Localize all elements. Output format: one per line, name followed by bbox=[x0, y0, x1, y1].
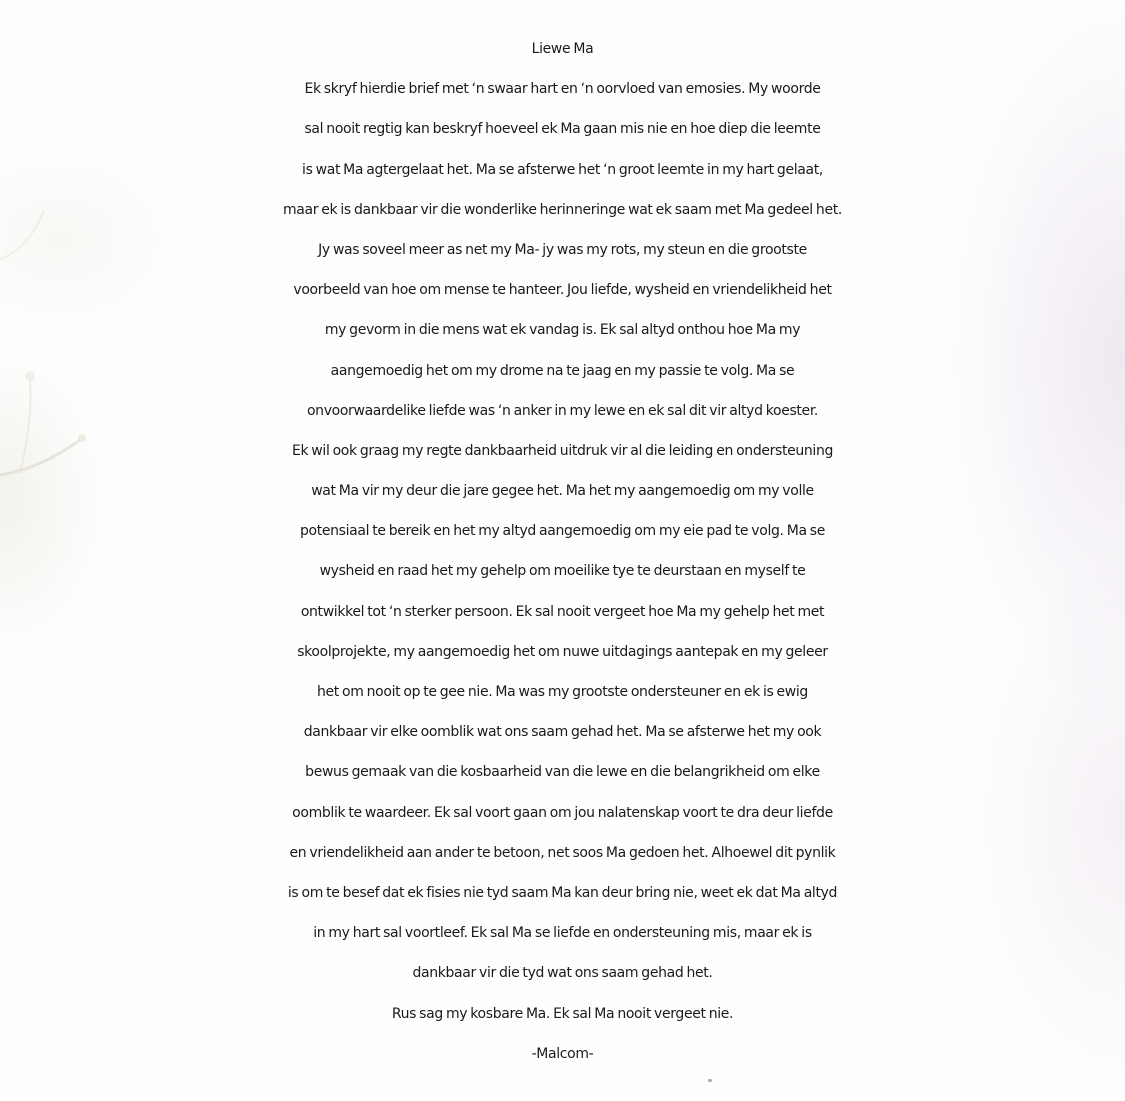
signature: -Malcom- bbox=[531, 1045, 594, 1062]
letter-body-line: Ek wil ook graag my regte dankbaarheid uitdruk vir al die leiding en ondersteuning bbox=[291, 442, 834, 459]
letter-body-line: en vriendelikheid aan ander te betoon, net soos Ma gedoen het. Alhoewel dit pynlik bbox=[289, 844, 836, 861]
letter-body-line: onvoorwaardelike liefde was ‘n anker in my lewe en ek sal dit vir altyd koester. bbox=[306, 402, 819, 419]
letter-body-line: voorbeeld van hoe om mense te hanteer. Jou liefde, wysheid en vriendelikheid het bbox=[293, 282, 832, 299]
letter-body-line: dankbaar vir die tyd wat ons saam gehad het. bbox=[412, 965, 713, 982]
letter-body-line: skoolprojekte, my aangemoedig het om nuwe uitdagings aantepak en my geleer bbox=[297, 643, 828, 660]
salutation: Liewe Ma bbox=[531, 41, 594, 57]
letter-body-line: ontwikkel tot ‘n sterker persoon. Ek sal nooit vergeet hoe Ma my gehelp het met bbox=[300, 603, 825, 620]
letter-body-line: sal nooit regtig kan beskryf hoeveel ek Ma gaan mis nie en hoe diep die leemte bbox=[304, 121, 821, 138]
letter-body-line: wat Ma vir my deur die jare gegee het. Ma het my aangemoedig om my volle bbox=[311, 483, 814, 500]
letter-body-line: is wat Ma agtergelaat het. Ma se afsterwe het ‘n groot leemte in my hart gelaat, bbox=[302, 161, 823, 178]
letter-body-line: my gevorm in die mens wat ek vandag is. Ek sal altyd onthou hoe Ma my bbox=[324, 322, 801, 339]
letter-body-line: is om te besef dat ek fisies nie tyd saam Ma kan deur bring nie, weet ek dat Ma altyd bbox=[287, 884, 838, 901]
letter-body-line: Jy was soveel meer as net my Ma- jy was my rots, my steun en die grootste bbox=[318, 241, 807, 258]
letter-body-line: oomblik te waardeer. Ek sal voort gaan om jou nalatenskap voort te dra deur liefde bbox=[292, 804, 833, 821]
letter-text bbox=[0, 29, 1125, 1074]
letter-body-line: wysheid en raad het my gehelp om moeilike tye te deurstaan en myself te bbox=[319, 563, 806, 580]
letter-body-line: aangemoedig het om my drome na te jaag en my passie te volg. Ma se bbox=[330, 362, 795, 379]
scan-speck bbox=[708, 1079, 712, 1082]
letter-body-line: potensiaal te bereik en het my altyd aangemoedig om my eie pad te volg. Ma se bbox=[300, 523, 825, 540]
letter-body-line: Ek skryf hierdie brief met ‘n swaar hart en ‘n oorvloed van emosies. My woorde bbox=[304, 81, 821, 98]
letter-body-line: maar ek is dankbaar vir die wonderlike herinneringe wat ek saam met Ma gedeel het. bbox=[283, 201, 842, 218]
letter-body-line: in my hart sal voortleef. Ek sal Ma se liefde en ondersteuning mis, maar ek is bbox=[313, 925, 812, 942]
letter-body-line: dankbaar vir elke oomblik wat ons saam gehad het. Ma se afsterwe het my ook bbox=[303, 724, 822, 741]
letter-body-line: bewus gemaak van die kosbaarheid van die lewe en die belangrikheid om elke bbox=[305, 764, 820, 781]
closing-line: Rus sag my kosbare Ma. Ek sal Ma nooit vergeet nie. bbox=[391, 1005, 734, 1022]
letter-body-line: het om nooit op te gee nie. Ma was my grootste ondersteuner en ek is ewig bbox=[317, 684, 808, 700]
